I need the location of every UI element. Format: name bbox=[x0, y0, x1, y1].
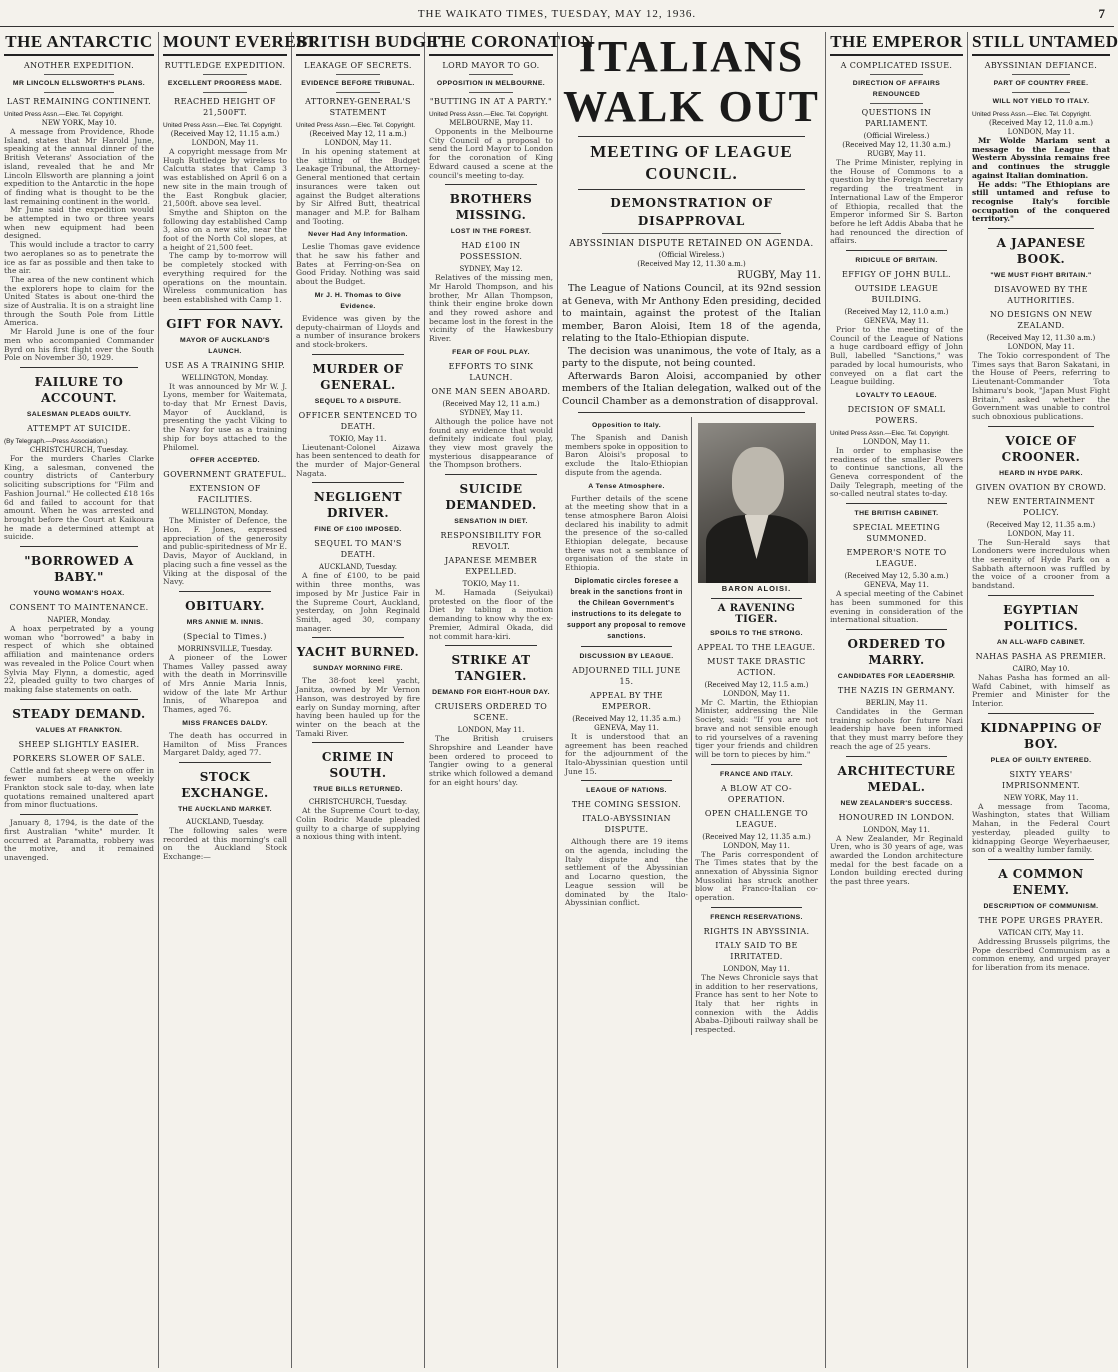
dateline: AUCKLAND, Tuesday. bbox=[186, 817, 264, 826]
body-text: The area of the new continent which the explorers hope to claim for the United States is about one-third the size of Australia. It is on a straight line through the South Pole from Little America. bbox=[4, 274, 154, 328]
body-text: Opponents in the Melbourne City Council of a proposal to send the Lord Mayor to London for the coronation of King Edward caused a scene at the council's meeting to-day. bbox=[429, 127, 553, 180]
subhead: ADJOURNED TILL JUNE 15. bbox=[572, 665, 681, 686]
section-headline: NEGLIGENT DRIVER. bbox=[313, 490, 403, 521]
subhead: NAHAS PASHA AS PREMIER. bbox=[975, 651, 1107, 661]
dateline: GENEVA, May 11. bbox=[864, 581, 929, 590]
column-coronation bbox=[425, 32, 594, 1368]
section-headline: STOCK EXCHANGE. bbox=[181, 769, 269, 800]
dateline: SYDNEY, May 11. bbox=[459, 408, 523, 417]
subhead: NO DESIGNS ON NEW ZEALAND. bbox=[989, 310, 1093, 331]
lead-subhead: DEMONSTRATION OF DISAPPROVAL bbox=[610, 196, 773, 228]
dateline: TOKIO, May 11. bbox=[462, 580, 520, 589]
section-headline: STRIKE AT TANGIER. bbox=[451, 653, 531, 684]
subhead: SEQUEL TO MAN'S DEATH. bbox=[314, 539, 402, 560]
subhead: "BUTTING IN AT A PARTY." bbox=[429, 97, 553, 106]
lead-subhead: MEETING OF LEAGUE COUNCIL. bbox=[590, 142, 793, 183]
body-text: He adds: "The Ethiopians are still untamed and refuse to recognise Italy's forcible occupation of the conquered territory." bbox=[972, 179, 1110, 224]
received-line: (Received May 12, 11.0 a.m.) bbox=[844, 308, 949, 317]
subhead: THE COMING SESSION. bbox=[571, 800, 682, 810]
subhead: SALESMAN PLEADS GUILTY. bbox=[26, 410, 132, 418]
headline-antarctic: THE ANTARCTIC bbox=[4, 32, 154, 56]
body-text: A copyright message from Mr Hugh Ruttledge by wireless to Calcutta states that Camp 3 was established on April 6 on a new site in the main trough of the East Rongbuk glacier, 21,500ft. above sea level. bbox=[163, 147, 287, 209]
subhead: HEARD IN HYDE PARK. bbox=[999, 469, 1083, 477]
body-text: M. Hamada (Seiyukai) protested on the floor of the Diet by tabling a motion demanding to know why the ex-Premier, Admiral Okada, did not commit hara-kiri. bbox=[429, 588, 553, 641]
body-text: The Spanish and Danish members spoke in opposition to Baron Aloisi's proposal to exclude the Italo-Ethiopian dispute from the agenda. bbox=[565, 433, 688, 477]
body-text: A special meeting of the Cabinet has been summoned for this evening in consideration of the international situation. bbox=[830, 589, 963, 625]
body-text: Lieutenant-Colonel Aizawa has been sentenced to death for the murder of Major-General Nagata. bbox=[296, 442, 420, 478]
subhead: REACHED HEIGHT OF 21,500FT. bbox=[174, 97, 276, 117]
body-text: This would include a tractor to carry two aeroplanes so as to penetrate the ice as far as possible and then take to the air. bbox=[4, 240, 154, 276]
subhead: Never Had Any Information. bbox=[308, 231, 408, 239]
headline-emperor: THE EMPEROR bbox=[830, 32, 963, 56]
dateline: LONDON, May 11. bbox=[457, 726, 525, 735]
subhead: ABYSSINIAN DEFIANCE. bbox=[984, 61, 1098, 70]
column-budget bbox=[292, 32, 450, 1368]
section-headline: A COMMON ENEMY. bbox=[998, 866, 1084, 897]
subhead: ATTORNEY-GENERAL'S STATEMENT bbox=[305, 97, 411, 117]
dateline: VATICAN CITY, May 11. bbox=[998, 928, 1084, 937]
body-text: Although the police have not found any evidence that would definitely indicate foul play, they view most gravely the mysterious disappearance of the Thompson brothers. bbox=[429, 416, 553, 470]
received-line: (Received May 12, 11.15 a.m.) bbox=[170, 130, 280, 138]
body-text: Mr Wolde Mariam sent a message to the League that Western Abyssinia remains free and continues the struggle against Italian domination. bbox=[972, 136, 1110, 180]
body-text: Mr Harold June is one of the four men who accompanied Commander Byrd on his first flight over the South Pole on November 30, 1929. bbox=[4, 327, 154, 363]
subhead: LEAGUE OF NATIONS. bbox=[586, 787, 667, 795]
body-text: Candidates in the German training schools for future Nazi leadership have been informed that they must marry before they reach the age of 25 years. bbox=[830, 706, 963, 751]
body-text: Although there are 19 items on the agenda, including the Italy dispute and the settlement of the Abyssinian and Locarno question, the League session will be dominated by the Italo-Abyssinian conflict. bbox=[565, 837, 688, 908]
subhead: RIGHTS IN ABYSSINIA. bbox=[703, 926, 810, 936]
lead-subcolumns bbox=[562, 417, 821, 1035]
received-line: (Received May 12, 11.35 a.m.) bbox=[986, 520, 1096, 529]
section-headline: OBITUARY. bbox=[185, 598, 265, 613]
subhead: DISAVOWED BY THE AUTHORITIES. bbox=[994, 285, 1088, 306]
lead-subcolumn-left bbox=[562, 417, 692, 1035]
dateline: LONDON, May 11. bbox=[863, 437, 930, 446]
section-headline: SUICIDE DEMANDED. bbox=[445, 482, 537, 513]
subhead: DISCUSSION BY LEAGUE. bbox=[579, 652, 674, 660]
masthead bbox=[0, 0, 1114, 27]
body-text: A message from Tacoma, Washington, states that William Mahan, in the Federal Court yesterday, pleaded guilty to kidnapping George Weyerhaeuser, son of a wealthy lumber family. bbox=[972, 801, 1110, 855]
body-text: Leslie Thomas gave evidence that he saw his father and Bates at Ferring-on-Sea on Good Friday. Nothing was said about the Budget. bbox=[296, 242, 420, 287]
subhead: RUTTLEDGE EXPEDITION. bbox=[164, 61, 286, 70]
portrait-photo bbox=[698, 423, 816, 583]
section-headline: GIFT FOR NAVY. bbox=[166, 316, 284, 331]
subhead: THE NAZIS IN GERMANY. bbox=[837, 685, 956, 695]
headline-budget: BRITISH BUDGET bbox=[296, 32, 420, 56]
received-line: (Received May 12, 11.30 a.m.) bbox=[637, 260, 746, 268]
dateline: LONDON, May 11. bbox=[1007, 343, 1075, 352]
subhead: PORKERS SLOWER OF SALE. bbox=[12, 753, 146, 763]
body-text: Nahas Pasha has formed an all-Wafd Cabinet, with himself as Premier and Minister for the Interior. bbox=[972, 672, 1110, 708]
dateline: MORRINSVILLE, Tuesday. bbox=[177, 644, 273, 653]
lead-text: Afterwards Baron Aloisi, accompanied by other members of the Italian delegation, walked out of the Council Chamber as a demonstration of disapproval. bbox=[562, 370, 821, 407]
body-text: The Tokio correspondent of The Times says that Baron Sakatani, in the House of Peers, referring to Lieutenant-Commander Tota Ishimaru's book, "Japan Must Fight Britain," asked whether the Government was unable to control such obnoxious publications. bbox=[972, 351, 1110, 421]
body-text: The News Chronicle says that in addition to her reservations, France has sent to her Note to Italy that her rights in connexion with the Addis Ababa–Djibouti railway shall be respected. bbox=[695, 972, 818, 1035]
dateline: BERLIN, May 11. bbox=[865, 698, 928, 707]
wire-credit: United Press Assn.—Elec. Tel. Copyright. bbox=[296, 122, 416, 129]
section-headline: EGYPTIAN POLITICS. bbox=[1003, 602, 1079, 633]
subhead: OFFICER SENTENCED TO DEATH. bbox=[298, 410, 418, 431]
subhead: TRUE BILLS RETURNED. bbox=[313, 786, 403, 794]
subhead: EFFORTS TO SINK LAUNCH. bbox=[448, 361, 534, 382]
lead-subcolumn-right bbox=[692, 417, 821, 1035]
subhead: CONSENT TO MAINTENANCE. bbox=[9, 603, 149, 613]
dateline: AUCKLAND, Tuesday. bbox=[319, 563, 397, 572]
subhead: A RAVENING TIGER. bbox=[717, 602, 796, 625]
subhead: ONE MAN SEEN ABOARD. bbox=[431, 386, 551, 396]
column-untamed bbox=[968, 32, 1118, 1368]
subhead: FEAR OF FOUL PLAY. bbox=[452, 348, 530, 356]
body-text: Mr June said the expedition would be attempted in two or three years when new equipment had been designed. bbox=[4, 205, 154, 241]
subhead: MUST TAKE DRASTIC ACTION. bbox=[707, 656, 806, 677]
dateline: LONDON, May 11. bbox=[723, 689, 790, 698]
dateline: LONDON, May 11. bbox=[1007, 529, 1075, 538]
subhead: Opposition to Italy. bbox=[591, 422, 662, 429]
body-text: For the murders Charles Clarke King, a salesman, convened the country districts of Canterbury soliciting subscriptions for "Film and Fashion Journal." He collected £18 16s 6d and failed to account for that amount. When he was arrested and brought before the Court at Kaikoura he made a determined attempt at suicide. bbox=[4, 453, 154, 542]
wire-credit: United Press Assn.—Elec. Tel. Copyright. bbox=[4, 111, 124, 118]
subhead: FRANCE AND ITALY. bbox=[719, 770, 793, 778]
wire-credit: United Press Assn.—Elec. Tel. Copyright. bbox=[429, 111, 549, 118]
subhead: PLEA OF GUILTY ENTERED. bbox=[990, 756, 1092, 764]
subhead: FINE OF £100 IMPOSED. bbox=[314, 526, 402, 534]
subhead: SPOILS TO THE STRONG. bbox=[710, 629, 803, 637]
wire-credit: United Press Assn.—Elec. Tel. Copyright. bbox=[830, 429, 950, 437]
body-text: Addressing Brussels pilgrims, the Pope described Communism as a common enemy, and urged prayer for liberation from its menace. bbox=[972, 936, 1110, 973]
subhead: VALUES AT FRANKTON. bbox=[35, 726, 123, 734]
subhead: GOVERNMENT GRATEFUL. bbox=[163, 470, 287, 480]
subhead: OUTSIDE LEAGUE BUILDING. bbox=[854, 284, 939, 305]
section-headline: KIDNAPPING OF BOY. bbox=[980, 720, 1102, 751]
subhead: ITALY SAID TO BE IRRITATED. bbox=[715, 940, 798, 961]
subhead: CRUISERS ORDERED TO SCENE. bbox=[434, 702, 548, 723]
subhead: DEMAND FOR EIGHT-HOUR DAY. bbox=[432, 689, 550, 697]
subhead: RIDICULE OF BRITAIN. bbox=[855, 257, 938, 265]
dateline: RUGBY, May 11. bbox=[867, 150, 926, 158]
subhead: Mr J. H. Thomas to Give Evidence. bbox=[314, 291, 402, 310]
subhead: PART OF COUNTRY FREE. bbox=[993, 80, 1089, 87]
section-headline: FAILURE TO ACCOUNT. bbox=[34, 374, 124, 405]
subhead: ITALO-ABYSSINIAN DISPUTE. bbox=[582, 814, 671, 835]
subhead: Diplomatic circles foresee a break in the sanctions front in the Chilean Government's instructions to its delegate to support any proposal to remove sanctions. bbox=[567, 577, 686, 640]
column-everest bbox=[159, 32, 318, 1368]
dateline: MELBOURNE, May 11. bbox=[449, 119, 533, 127]
body-text: The following sales were recorded at this morning's call on the Auckland Stock Exchange:— bbox=[163, 825, 287, 862]
subhead: MISS FRANCES DALDY. bbox=[182, 719, 268, 727]
body-text: It was announced by Mr W. J. Lyons, member for Waitemata, to-day that Mr Ernest Davis, Mayor of Auckland, is presenting the yacht Viking to the Navy for use as a training ship for boys attached to the Philomel. bbox=[163, 381, 287, 452]
column-emperor bbox=[826, 32, 968, 1368]
body-text: The British cruisers Shropshire and Leander have been ordered to proceed to Tangier owing to a general strike which followed a demand for an eight hours' day. bbox=[429, 734, 553, 787]
body-text: The death has occurred in Hamilton of Miss Frances Margaret Daldy, aged 77. bbox=[163, 730, 287, 758]
subhead: DESCRIPTION OF COMMUNISM. bbox=[983, 902, 1099, 910]
subhead: DIRECTION OF AFFAIRS RENOUNCED bbox=[852, 80, 941, 98]
subhead: OPPOSITION IN MELBOURNE. bbox=[436, 80, 546, 87]
subhead: WILL NOT YIELD TO ITALY. bbox=[992, 98, 1090, 105]
subhead: SUNDAY MORNING FIRE. bbox=[313, 665, 403, 673]
subhead: A BLOW AT CO-OPERATION. bbox=[721, 783, 792, 804]
wire-credit: (Official Wireless.) bbox=[658, 251, 725, 259]
section-headline: CRIME IN SOUTH. bbox=[321, 750, 395, 781]
subhead: NEW ENTERTAINMENT POLICY. bbox=[987, 496, 1095, 517]
subhead: (Special to Times.) bbox=[183, 631, 267, 641]
wire-credit: United Press Assn.—Elec. Tel. Copyright. bbox=[163, 122, 283, 129]
subhead: THE AUCKLAND MARKET. bbox=[178, 805, 272, 813]
subhead: A COMPLICATED ISSUE. bbox=[840, 61, 953, 70]
body-text: A pioneer of the Lower Thames Valley passed away with the death in Morrinsville of Mrs Annie Maria Innis, widow of the late Mr Arthur Innis, of Wharepoa and Thames, aged 76. bbox=[163, 652, 287, 715]
dateline: TOKIO, May 11. bbox=[329, 434, 387, 443]
subhead: CANDIDATES FOR LEADERSHIP. bbox=[837, 672, 956, 680]
headline-untamed: STILL UNTAMED bbox=[972, 32, 1110, 56]
body-text: A hoax perpetrated by a young woman who "borrowed" a baby in respect of which she obtained affiliation and maintenance orders was revealed in the Police Court when Sylvia May Flynn, a domestic, aged 22, pleaded guilty to two charges of making false statements on oath. bbox=[4, 624, 154, 694]
subhead: ATTEMPT AT SUICIDE. bbox=[27, 423, 131, 433]
subhead: APPEAL BY THE EMPEROR. bbox=[590, 690, 663, 711]
body-text: Prior to the meeting of the Council of the League of Nations a huge cardboard effigy of John Bull, labelled "Sanctions," was paraded by local humourists, who conveyed on a flat cart the League building. bbox=[830, 325, 963, 387]
subhead: RESPONSIBILITY FOR REVOLT. bbox=[440, 531, 542, 552]
body-text: Further details of the scene at the meeting show that in a tense atmosphere Baron Aloisi declared his inability to admit the presence of the so-called Ethiopian delegate, because there was not a semblance of organisation of the state in Ethiopia. bbox=[565, 493, 688, 573]
dateline: WELLINGTON, Monday. bbox=[181, 508, 269, 517]
dateline: GENEVA, May 11. bbox=[864, 317, 929, 326]
headline-everest: MOUNT EVEREST bbox=[163, 32, 287, 56]
subhead: YOUNG WOMAN'S HOAX. bbox=[33, 590, 125, 598]
dateline: NAPIER, Monday. bbox=[47, 616, 111, 625]
dateline: NEW YORK, May 11. bbox=[1003, 793, 1079, 802]
section-headline: STEADY DEMAND. bbox=[12, 706, 146, 721]
subhead: AN ALL-WAFD CABINET. bbox=[996, 638, 1086, 646]
dateline: LONDON, May 11. bbox=[324, 139, 392, 147]
section-headline: VOICE OF CROONER. bbox=[1001, 433, 1081, 464]
subhead: A Tense Atmosphere. bbox=[588, 482, 665, 490]
subhead: GIVEN OVATION BY CROWD. bbox=[975, 482, 1107, 492]
received-line: (Received May 12, 11 a.m.) bbox=[309, 130, 407, 138]
column-antarctic bbox=[0, 32, 159, 1368]
section-headline: A JAPANESE BOOK. bbox=[996, 236, 1086, 267]
subhead: EMPEROR'S NOTE TO LEAGUE. bbox=[846, 548, 947, 569]
dateline: LONDON, May 11. bbox=[723, 964, 790, 973]
photo-caption: BARON ALOISI. bbox=[721, 584, 792, 593]
body-text: The Paris correspondent of The Times states that by the annexation of Abyssinia Signor Mussolini has struck another blow at Franco-Italian co-operation. bbox=[695, 849, 818, 903]
body-text: Cattle and fat sheep were on offer in fewer numbers at the weekly Frankton stock sale to-day, when late quotations remained unaltered apart from minor fluctuations. bbox=[4, 765, 154, 810]
subhead: LEAKAGE OF SECRETS. bbox=[304, 61, 412, 70]
lead-text: The decision was unanimous, the vote of Italy, as a party to the dispute, not being counted. bbox=[562, 345, 821, 369]
received-line: (Received May 12, 11.35 a.m.) bbox=[572, 714, 681, 723]
body-text: In order to emphasise the readiness of the smaller Powers to continue sanctions, all the Geneva correspondent of the Daily Telegraph, meeting of the so-called neutral states to-day. bbox=[830, 445, 963, 499]
section-headline: "BORROWED A BABY." bbox=[24, 554, 134, 585]
dateline: WELLINGTON, Monday. bbox=[181, 373, 269, 382]
dateline: GENEVA, May 11. bbox=[594, 723, 659, 732]
subhead: MAYOR OF AUCKLAND'S LAUNCH. bbox=[180, 336, 270, 355]
body-text: In his opening statement at the sitting of the Budget Leakage Tribunal, the Attorney-General mentioned that certain insurances were taken out against the Budget alterations by Sir Alfred Butt, theatrical manager and M.P. for Balham and Tooting. bbox=[296, 147, 420, 226]
subhead: EVIDENCE BEFORE TRIBUNAL. bbox=[301, 80, 415, 87]
received-line: (Received May 12, 11.35 a.m.) bbox=[702, 832, 811, 841]
subhead: OPEN CHALLENGE TO LEAGUE. bbox=[704, 808, 809, 829]
body-text: The Sun-Herald says that Londoners were incredulous when the serenity of Hyde Park on a Sabbath afternoon was ruffled by the voice of a crooner from a bandstand. bbox=[972, 537, 1110, 591]
subhead: JAPANESE MEMBER EXPELLED. bbox=[444, 556, 538, 577]
lead-subhead: ABYSSINIAN DISPUTE RETAINED ON AGENDA. bbox=[569, 239, 814, 249]
subhead: USE AS A TRAINING SHIP. bbox=[164, 360, 286, 370]
body-text: Evidence was given by the deputy-chairman of Lloyds and a number of insurance brokers and stock-brokers. bbox=[296, 313, 420, 349]
subhead: EFFIGY OF JOHN BULL. bbox=[842, 270, 951, 280]
subhead: MRS ANNIE M. INNIS. bbox=[186, 618, 264, 626]
wire-credit: United Press Assn.—Elec. Tel. Copyright. bbox=[972, 111, 1092, 118]
dateline: RUGBY, May 11. bbox=[737, 270, 821, 281]
body-text: At the Supreme Court to-day, Colin Rodric Maude pleaded guilty to a charge of supplying a noxious thing with intent. bbox=[296, 806, 420, 842]
subhead: EXTENSION OF FACILITIES. bbox=[189, 484, 261, 505]
page-number: 7 bbox=[1098, 6, 1106, 21]
body-text: The Minister of Defence, the Hon. F. Jones, expressed appreciation of the generosity and public-spiritedness of Mr E. Davis, Mayor of Auckland, in placing such a fine vessel as the Viking at the disposal of the Navy. bbox=[163, 516, 288, 587]
body-text: A message from Providence, Rhode Island, states that Mr Harold June, speaking at the annual dinner of the British Veterans' Association of the island, revealed that he and Mr Lincoln Ellsworth are planning a joint expedition to the Antarctic in the hope of finding what is thought to be the last remaining continent in the world. bbox=[4, 127, 154, 206]
subhead: HAD £100 IN POSSESSION. bbox=[459, 241, 523, 262]
received-line: (Received May 12, 11.30 a.m.) bbox=[842, 141, 951, 149]
dateline: LONDON, May 11. bbox=[1007, 128, 1075, 136]
lead-headline: ITALIANS WALK OUT bbox=[563, 32, 820, 131]
received-line: (Received May 12, 11 a.m.) bbox=[442, 399, 540, 408]
subhead: SHEEP SLIGHTLY EASIER. bbox=[18, 739, 140, 749]
wire-credit: (By Telegraph.—Press Association.) bbox=[4, 437, 108, 445]
subhead: HONOURED IN LONDON. bbox=[838, 812, 955, 822]
body-text: Smythe and Shipton on the following day established Camp 3, also on a new site, near the foot of the North Col slopes, at a height of 21,500 feet. bbox=[163, 207, 287, 252]
lead-text: The League of Nations Council, at its 92nd session at Geneva, with Mr Anthony Eden presiding, decided to maintain, against the protest of the Italian member, Baron Aloisi, Item 18 of the agenda, relating to the Italo-Ethiopian dispute. bbox=[562, 283, 821, 344]
received-line: (Received May 12, 11.30 a.m.) bbox=[986, 334, 1096, 343]
subhead: THE BRITISH CABINET. bbox=[854, 510, 939, 518]
section-headline: MURDER OF GENERAL. bbox=[312, 361, 404, 392]
subhead: OFFER ACCEPTED. bbox=[190, 457, 260, 465]
section-headline: YACHT BURNED. bbox=[296, 645, 420, 660]
body-text: The 38-foot keel yacht, Janitza, owned by Mr Vernon Hanson, was destroyed by fire early on Sunday morning, after having been hauled up for the winter on the beach at the Tamaki River. bbox=[296, 676, 420, 738]
subhead: "WE MUST FIGHT BRITAIN." bbox=[990, 272, 1092, 280]
body-text: The camp by to-morrow will be completely stocked with everything required for the operations on the mountain. Wireless communication has been established with Camp 1. bbox=[163, 251, 287, 304]
subhead: SIXTY YEARS' IMPRISONMENT. bbox=[1002, 769, 1080, 790]
received-line: (Received May 12, 11.0 a.m.) bbox=[989, 119, 1093, 127]
dateline: SYDNEY, May 12. bbox=[459, 265, 523, 274]
masthead-title: THE WAIKATO TIMES, TUESDAY, MAY 12, 1936. bbox=[417, 8, 697, 20]
section-headline: BROTHERS MISSING. bbox=[449, 192, 533, 223]
section-headline: ARCHITECTURE MEDAL. bbox=[837, 763, 956, 794]
subhead: LAST REMAINING CONTINENT. bbox=[6, 97, 152, 106]
received-line: (Received May 12, 5.30 a.m.) bbox=[844, 572, 949, 581]
received-line: (Received May 12, 11.5 a.m.) bbox=[704, 680, 809, 689]
column-lead-italians bbox=[558, 32, 826, 1368]
body-text: The Prime Minister, replying in the House of Commons to a question by the Foreign Secretary regarding the treatment in International Law of the Emperor of Ethiopia, recalled that the Emperor informed Sir S. Barton before he left Addis Ababa that he had renounced the direction of affairs. bbox=[830, 158, 963, 246]
subhead: FRENCH RESERVATIONS. bbox=[710, 913, 803, 921]
body-text: Relatives of the missing men, Mr Harold Thompson, and his brother, Mr Allan Thompson, think their engine broke down and they rowed ashore and became lost in the forest in the vicinity of the Hawkesbury River. bbox=[429, 273, 553, 344]
subhead: EXCELLENT PROGRESS MADE. bbox=[167, 80, 283, 87]
section-headline: ORDERED TO MARRY. bbox=[847, 636, 946, 667]
subhead: SEQUEL TO A DISPUTE. bbox=[314, 397, 402, 405]
subhead: MR LINCOLN ELLSWORTH'S PLANS. bbox=[12, 80, 146, 87]
body-text: January 8, 1794, is the date of the first Australian "white" murder. It occurred at Paramatta, robbery was the motive, and it remained unavenged. bbox=[4, 818, 154, 862]
subhead: DECISION OF SMALL POWERS. bbox=[847, 404, 946, 425]
subhead: SPECIAL MEETING SUMMONED. bbox=[852, 523, 941, 544]
body-text: A New Zealander, Mr Reginald Uren, who is 30 years of age, was awarded the London architecture medal for the best facade on a London building erected during the past three years. bbox=[830, 833, 963, 887]
subhead: QUESTIONS IN PARLIAMENT. bbox=[861, 108, 932, 128]
subhead: THE POPE URGES PRAYER. bbox=[978, 915, 1104, 925]
dateline: LONDON, May 11. bbox=[723, 841, 790, 850]
subhead: LOYALTY TO LEAGUE. bbox=[856, 391, 937, 399]
body-text: Mr C. Martin, the Ethiopian Minister, addressing the Nile Society, said: "If you are not brave and not sensible enough to rid yourselves of a ravening tiger your friends and children will be torn to pieces by him." bbox=[695, 697, 818, 759]
dateline: LONDON, May 11. bbox=[863, 825, 930, 834]
dateline: CHRISTCHURCH, Tuesday. bbox=[308, 798, 408, 807]
subhead: NEW ZEALANDER'S SUCCESS. bbox=[840, 799, 953, 807]
dateline: LONDON, May 11. bbox=[191, 139, 259, 147]
subhead: LORD MAYOR TO GO. bbox=[442, 61, 540, 70]
wire-credit: (Official Wireless.) bbox=[863, 132, 930, 140]
body-text: A fine of £100, to be paid within three months, was imposed by Mr Justice Fair in the Supreme Court, Auckland, yesterday, on John Reginald Smith, aged 30, company manager. bbox=[296, 571, 420, 633]
subhead: APPEAL TO THE LEAGUE. bbox=[697, 642, 816, 652]
subhead: ANOTHER EXPEDITION. bbox=[23, 61, 135, 70]
subhead: LOST IN THE FOREST. bbox=[450, 228, 532, 236]
dateline: CHRISTCHURCH, Tuesday. bbox=[29, 445, 129, 454]
dateline: NEW YORK, May 10. bbox=[41, 119, 117, 127]
dateline: CAIRO, May 10. bbox=[1012, 664, 1070, 673]
subhead: SENSATION IN DIET. bbox=[454, 518, 528, 526]
body-text: It is understood that an agreement has been reached for the adjournment of the Italo-Abyssinian question until June 15. bbox=[565, 731, 688, 776]
headline-coronation: THE CORONATION bbox=[429, 32, 553, 56]
